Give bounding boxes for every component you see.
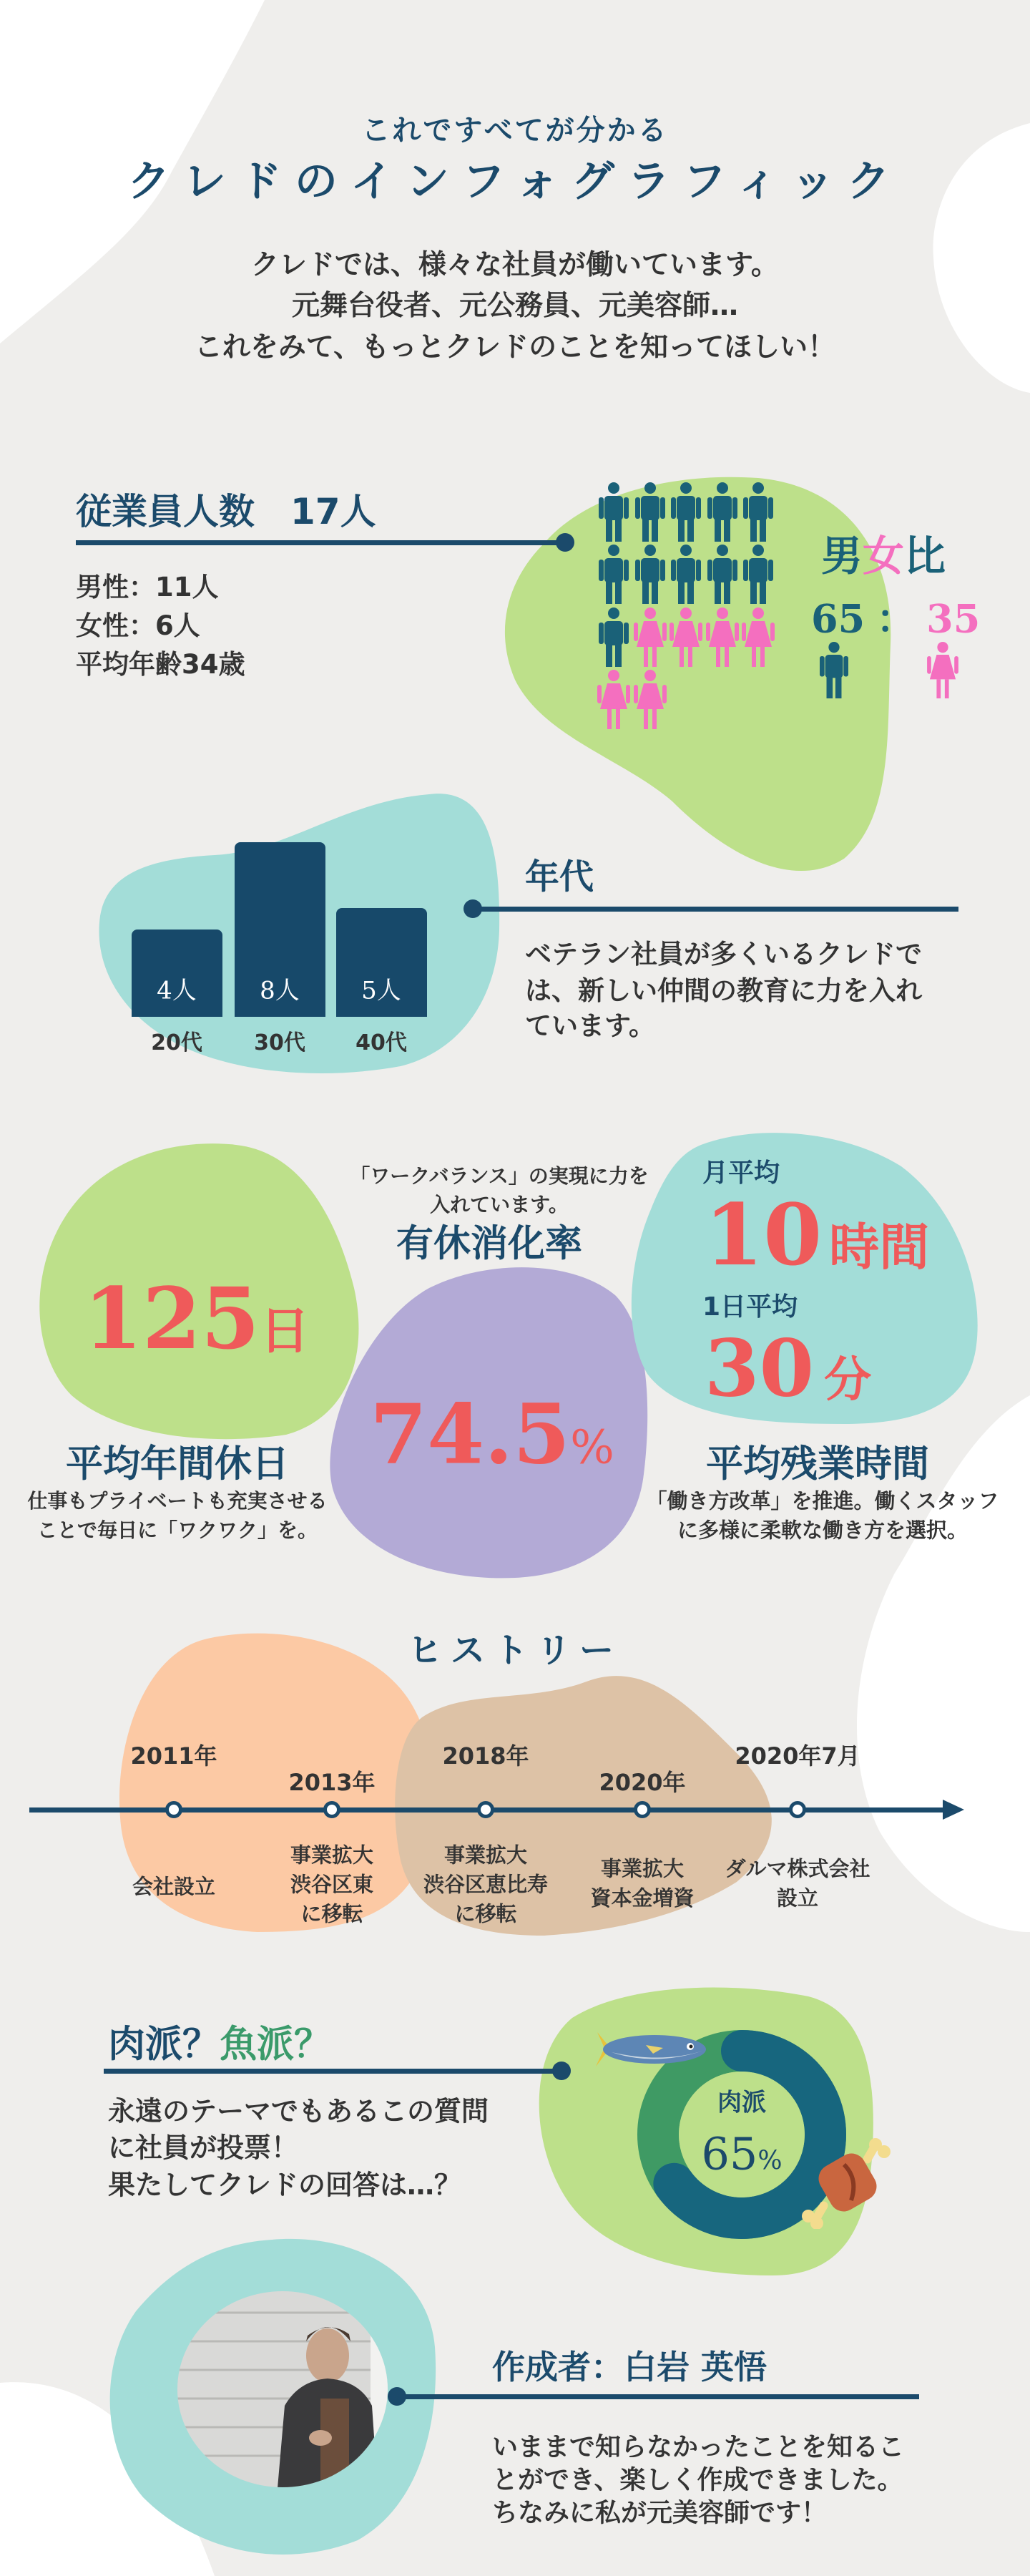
- overtime-daily-number: 30: [705, 1322, 815, 1415]
- overtime-monthly-unit: 時間: [829, 1216, 930, 1277]
- paid-leave-number: 74.5: [370, 1386, 571, 1483]
- fish-icon: [583, 2026, 708, 2071]
- author-description-line: ちなみに私が元美容師です！: [492, 2498, 828, 2528]
- food-description-line: に社員が投票！: [108, 2132, 299, 2164]
- author-description-line: とができ、楽しく作成できました。: [492, 2465, 903, 2495]
- overtime-monthly-number: 10: [705, 1184, 823, 1284]
- timeline-year: 2011年: [130, 1742, 217, 1770]
- timeline-event-text: に移転: [454, 1901, 517, 1926]
- age-description-line: ベテラン社員が多くいるクレドで: [525, 939, 922, 970]
- age-description-line: ています。: [525, 1010, 656, 1041]
- female-ratio: 35: [926, 595, 981, 642]
- overtime-daily-label: 1日平均: [702, 1292, 798, 1322]
- timeline-event-text: に移転: [300, 1901, 363, 1926]
- intro-line: クレドでは、様々な社員が働いています。: [251, 249, 779, 281]
- stat-male: 男性：11人: [76, 572, 219, 602]
- paid-leave-note: 入れています。: [430, 1193, 569, 1216]
- timeline-event-text: 渋谷区恵比寿: [423, 1872, 549, 1897]
- food-description-line: 果たしてクレドの回答は…？: [108, 2169, 462, 2201]
- holidays-number: 125: [83, 1268, 260, 1368]
- age-bar-label: 40代: [355, 1030, 407, 1055]
- employees-heading: 従業員人数 17人: [76, 491, 376, 532]
- ratio-title-male: 男: [821, 532, 863, 580]
- overtime-title: 平均残業時間: [705, 1443, 930, 1486]
- overtime-monthly-label: 月平均: [702, 1158, 780, 1189]
- holidays-description: 仕事もプライベートも充実させる: [27, 1489, 328, 1513]
- stat-average-age: 平均年齢34歳: [76, 649, 245, 680]
- donut-percent: [701, 2128, 782, 2180]
- donut-center-label: 肉派: [717, 2088, 766, 2117]
- timeline-event-text: 資本金増資: [590, 1885, 695, 1911]
- male-ratio: 65: [811, 595, 865, 642]
- timeline-year: 2013年: [288, 1769, 376, 1796]
- page-title: クレドのインフォグラフィック: [127, 157, 903, 207]
- donut-percent-number: 65: [701, 2127, 758, 2180]
- divider: [397, 2394, 919, 2399]
- overtime-description: に多様に柔軟な働き方を選択。: [677, 1518, 968, 1543]
- stat-female: 女性：6人: [76, 610, 200, 641]
- header-subtitle: これですべてが分かる: [361, 114, 669, 147]
- timeline-year: 2020年7月: [735, 1742, 860, 1770]
- author-description-line: いままで知らなかったことを知るこ: [492, 2432, 905, 2462]
- paid-leave-title: 有休消化率: [396, 1222, 583, 1266]
- paid-leave-note: 「ワークバランス」の実現に力を: [350, 1164, 649, 1188]
- holidays-description: ことで毎日に「ワクワク」を。: [36, 1518, 318, 1542]
- meat-icon: [801, 2136, 894, 2229]
- age-bar-label: 30代: [254, 1030, 305, 1055]
- holidays-title: 平均年間休日: [65, 1443, 290, 1486]
- timeline-event-text: 設立: [776, 1885, 819, 1911]
- author-heading: 作成者：白岩 英悟: [492, 2348, 767, 2386]
- food-heading-meat: 肉派？: [108, 2023, 220, 2067]
- overtime-description: 「働き方改革」を推進。働くスタッフ: [646, 1488, 999, 1513]
- timeline-event-text: 事業拡大: [443, 1843, 528, 1868]
- holidays-unit: 日: [260, 1300, 310, 1360]
- ratio-title-ratio: 比: [904, 532, 946, 580]
- timeline-event-text: 会社設立: [132, 1874, 216, 1899]
- ratio-separator: ：: [876, 595, 916, 642]
- timeline-year: 2020年: [599, 1769, 686, 1796]
- age-bar-value: 5人: [361, 976, 401, 1005]
- age-heading: 年代: [525, 857, 594, 897]
- intro-line: 元舞台役者、元公務員、元美容師…: [291, 290, 739, 322]
- history-title: ヒストリー: [407, 1630, 623, 1671]
- age-description-line: は、新しい仲間の教育に力を入れ: [525, 975, 922, 1006]
- timeline-year: 2018年: [442, 1742, 529, 1770]
- author-photo: [177, 2291, 388, 2488]
- age-bar-label: 20代: [151, 1030, 202, 1055]
- timeline-event-text: ダルマ株式会社: [725, 1856, 870, 1881]
- timeline-event-text: 事業拡大: [290, 1843, 374, 1868]
- timeline-event-text: 事業拡大: [600, 1856, 685, 1881]
- food-description-line: 永遠のテーマでもあるこの質問: [108, 2095, 489, 2127]
- food-heading-fish: 魚派？: [220, 2023, 332, 2067]
- intro-line: これをみて、もっとクレドのことを知ってほしい！: [194, 331, 836, 364]
- divider-dot: [388, 2387, 406, 2406]
- timeline-event-text: 渋谷区東: [290, 1872, 374, 1897]
- overtime-daily-unit: 分: [824, 1351, 872, 1407]
- paid-leave-unit: %: [570, 1420, 614, 1475]
- age-bar-value: 4人: [157, 976, 197, 1005]
- donut-percent-unit: %: [757, 2146, 783, 2176]
- age-bar-value: 8人: [260, 976, 300, 1005]
- ratio-title-female: 女: [863, 532, 905, 580]
